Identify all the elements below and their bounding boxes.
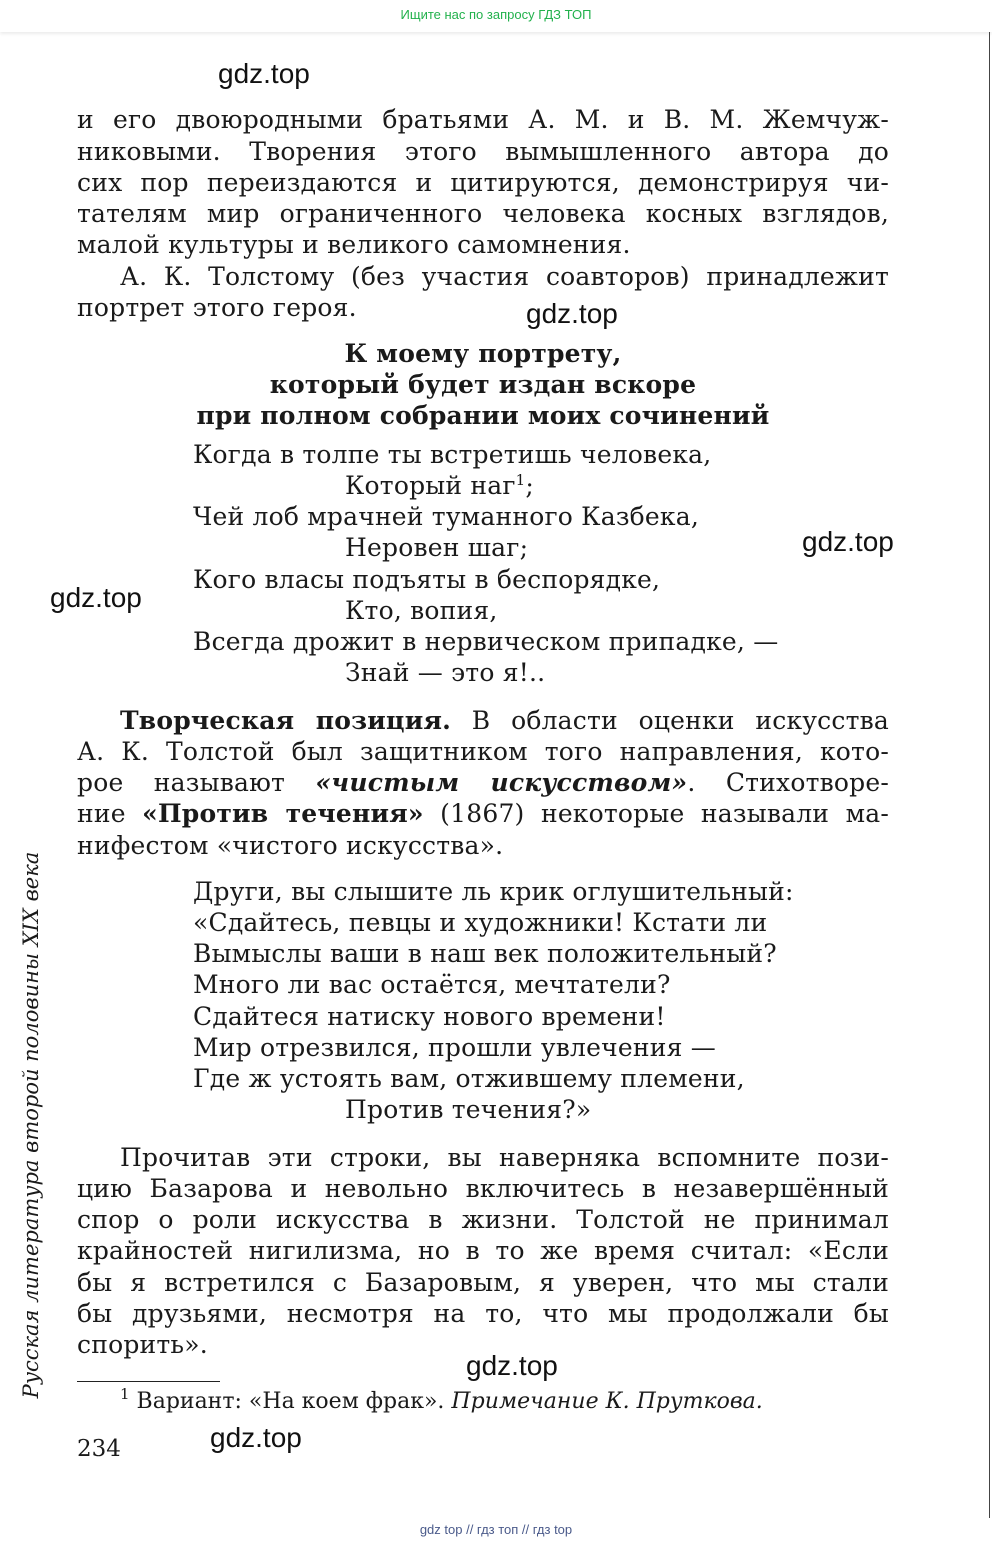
footnote-marker: 1 <box>120 1385 130 1403</box>
text-line: бы я встретился с Базаровым, я уверен, что мы стали <box>77 1268 889 1297</box>
text-line: никовыми. Творения этого вымышленного автора до <box>77 137 889 166</box>
page-edge-rule <box>989 32 990 1518</box>
footnote-note: Примечание К. Пруткова. <box>451 1389 763 1414</box>
poem-line: Други, вы слышите ль крик оглушительный: <box>193 877 794 906</box>
top-banner: Ищите нас по запросу ГДЗ ТОП <box>0 0 992 32</box>
text-line: тателям мир ограниченного человека косных взглядов, <box>77 199 889 228</box>
watermark: gdz.top <box>526 298 618 329</box>
term-emphasis: «чистым искусством» <box>315 768 688 797</box>
poem-title-line: К моему портрету, <box>344 339 622 368</box>
text-line: бы друзьями, несмотря на то, что мы продолжали бы <box>77 1299 889 1328</box>
poem-line: Кого власы подъяты в беспорядке, <box>193 565 661 594</box>
watermark: gdz.top <box>50 582 142 613</box>
poem-line: Сдайтеся натиску нового времени! <box>193 1002 666 1031</box>
poem-line: Знай — это я!.. <box>345 658 546 687</box>
footnote-rule <box>77 1381 220 1382</box>
watermark: gdz.top <box>802 526 894 557</box>
page-number: 234 <box>77 1436 121 1462</box>
text-line: крайностей нигилизма, но в то же время считал: «Если <box>77 1236 889 1265</box>
poem-line: Когда в толпе ты встретишь человека, <box>193 440 712 469</box>
text-line: рое называют «чистым искусством». Стихотворе- <box>77 768 889 797</box>
text-line: спорить». <box>77 1330 208 1359</box>
text-line: А. К. Толстому (без участия соавторов) принадлежит <box>120 262 889 291</box>
watermark: gdz.top <box>466 1350 558 1381</box>
text-line: портрет этого героя. <box>77 293 357 322</box>
text-line: А. К. Толстой был защитником того направления, кото- <box>77 737 889 766</box>
section-heading: Творческая позиция. <box>120 706 452 735</box>
poem-line: Против течения?» <box>345 1095 592 1124</box>
poem-line: Кто, вопия, <box>345 596 498 625</box>
poem-line: Где ж устоять вам, отжившему племени, <box>193 1064 745 1093</box>
text-line: малой культуры и великого самомнения. <box>77 230 631 259</box>
watermark: gdz.top <box>210 1422 302 1453</box>
poem-name: «Против течения» <box>142 799 424 828</box>
text-line: цию Базарова и невольно включитесь в незавершённый <box>77 1174 889 1203</box>
text-line: спор о роли искусства в жизни. Толстой не принимал <box>77 1205 889 1234</box>
poem-line: Много ли вас остаётся, мечтатели? <box>193 970 671 999</box>
poem-line: Вымыслы ваши в наш век положительный? <box>193 939 777 968</box>
text-line: нифестом «чистого искусства». <box>77 831 504 860</box>
text-line: сих пор переиздаются и цитируются, демонстрируя чи- <box>77 168 889 197</box>
poem-line: Мир отрезвился, прошли увлечения — <box>193 1033 716 1062</box>
bottom-banner: gdz top // гдз топ // гдз top <box>419 1522 573 1537</box>
side-caption: Русская литература второй половины XIX века <box>19 851 43 1399</box>
text-line: Прочитав эти строки, вы наверняка вспомните пози- <box>120 1143 889 1172</box>
poem-line: Всегда дрожит в нервическом припадке, — <box>193 627 779 656</box>
footnote: $^1$ Вариант: «На коем фрак». Примечание К. Пруткова. <box>120 1385 763 1414</box>
footnote-ref: 1 <box>515 471 526 489</box>
watermark: gdz.top <box>218 58 310 89</box>
text-line: Творческая позиция. В области оценки искусства <box>120 706 889 735</box>
poem-title-line: при полном собрании моих сочинений <box>196 401 770 430</box>
text-line: ние «Против течения» (1867) некоторые называли ма- <box>77 799 889 828</box>
poem-line: Чей лоб мрачней туманного Казбека, <box>193 502 699 531</box>
poem-line: Неровен шаг; <box>345 533 529 562</box>
poem-line: «Сдайтесь, певцы и художники! Кстати ли <box>193 908 768 937</box>
text-line: и его двоюродными братьями А. М. и В. М. Жемчуж- <box>77 105 889 134</box>
poem-title-line: который будет издан вскоре <box>269 370 697 399</box>
poem-line: Который наг$^1$; <box>345 471 535 500</box>
